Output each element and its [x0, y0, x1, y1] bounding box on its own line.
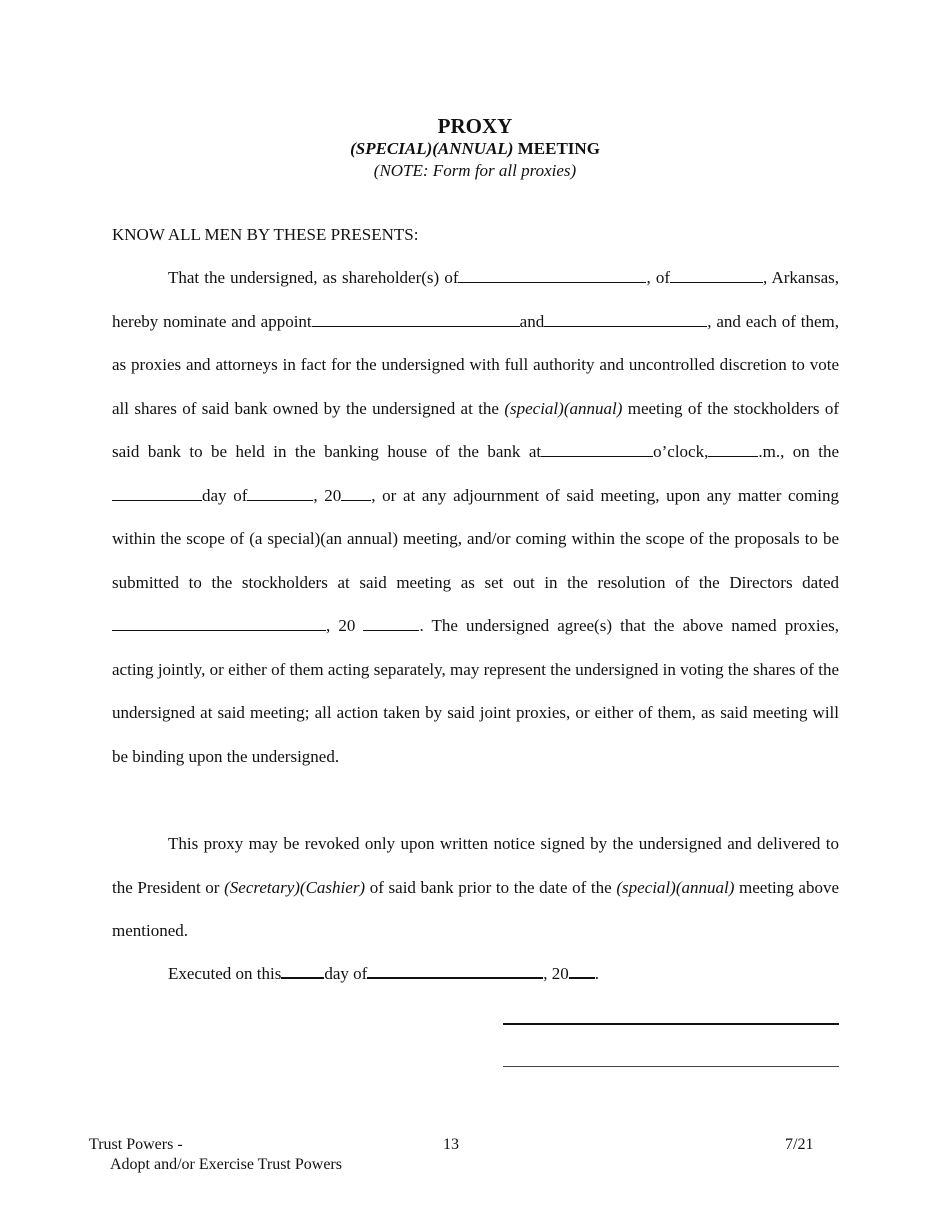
document-subtitle — [0, 138, 950, 160]
p2-text-2: (Secretary)(Cashier) — [224, 877, 366, 897]
p1-text-11: .m., on the — [758, 442, 839, 461]
subtitle-italic: (SPECIAL)(ANNUAL) — [350, 139, 514, 158]
subtitle-rest: MEETING — [513, 139, 600, 158]
p3-text-4: . — [594, 964, 600, 983]
p1-text-4: Arkansas, hereby nominate and appoint — [112, 268, 839, 331]
paragraph-executed — [112, 952, 839, 996]
p3-text-2: day of — [324, 964, 368, 983]
p1-text-9: meeting of the stockholders of said bank to be held in the banking house of the bank at — [112, 398, 839, 461]
document-note: (NOTE: Form for all proxies) — [373, 161, 577, 180]
executed-year-blank[interactable] — [569, 962, 595, 979]
city-blank[interactable] — [670, 267, 763, 283]
p1-text-8: (special)(annual) — [504, 398, 623, 418]
paragraph-appointment — [112, 256, 839, 778]
revision-date: 7/21 — [785, 1136, 814, 1153]
resolution-date-blank[interactable] — [112, 615, 326, 631]
p1-text-7: and each of them, as proxies and attorneys in fact for the undersigned with full authority and uncontrolled discretion to vote all shares of said bank owned by the undersigned at the — [112, 311, 840, 418]
proxy-one-blank[interactable] — [312, 311, 520, 327]
p1-text-2: , of — [646, 268, 671, 287]
document-header — [0, 114, 950, 182]
meeting-hour-blank[interactable] — [541, 441, 653, 457]
p2-text-3: of said bank prior to the date of the — [365, 877, 617, 897]
meeting-month-blank[interactable] — [247, 485, 313, 501]
p1-text-15: , 20 — [326, 616, 356, 635]
p1-text-10: o’clock, — [653, 442, 709, 461]
p3-text-3: , 20 — [543, 964, 569, 983]
meeting-day-blank[interactable] — [112, 485, 202, 501]
p2-text-1: This proxy may be revoked only upon written notice signed by the undersigned and delivered to the President or — [112, 834, 839, 897]
p1-text-14: , or at any adjournment of said meeting, upon any matter coming within the scope of (a special)(an annual) meeting, and/or coming within the scope of the proposals to be submitted to the stockholders at said meeting as set out in the resolution of the Directors dated — [112, 485, 839, 592]
resolution-year-blank[interactable] — [363, 615, 419, 631]
signature-line-2[interactable] — [503, 1066, 839, 1067]
p3-text-1: Executed on this — [168, 964, 282, 983]
p1-text-12: day of — [202, 485, 248, 505]
p1-text-13: , 20 — [313, 485, 342, 505]
document-title: PROXY — [437, 114, 513, 138]
signature-line-1[interactable] — [503, 1023, 839, 1025]
paragraph-revocation — [112, 822, 839, 953]
executed-month-blank[interactable] — [367, 962, 543, 979]
page-number: 13 — [443, 1136, 459, 1153]
am-pm-blank[interactable] — [708, 441, 758, 457]
proxy-two-blank[interactable] — [544, 311, 707, 327]
executed-day-blank[interactable] — [281, 962, 324, 979]
p1-text-3: , — [763, 268, 768, 287]
p2-text-5: meeting above mentioned. — [112, 877, 839, 940]
bank-name-blank[interactable] — [458, 267, 646, 283]
p1-text-1: That the undersigned, as shareholder(s) of — [168, 268, 459, 287]
footer-left — [89, 1135, 342, 1175]
p1-text-6: , — [707, 311, 712, 331]
meeting-year-blank[interactable] — [341, 485, 371, 501]
footer-section-title: Trust Powers - — [89, 1136, 183, 1153]
footer-section-subtitle: Adopt and/or Exercise Trust Powers — [110, 1156, 342, 1173]
p1-text-16: . The undersigned agree(s) that the above named proxies, acting jointly, or either of them acting separately, may represent the undersigned in voting the shares of the undersigned at said meeting; all action taken by said joint proxies, or either of them, as said meeting will be binding upon the undersigned. — [112, 616, 839, 766]
p2-text-4: (special)(annual) — [616, 877, 735, 897]
know-all-heading: KNOW ALL MEN BY THESE PRESENTS: — [112, 225, 419, 244]
p1-text-5: and — [519, 311, 545, 331]
